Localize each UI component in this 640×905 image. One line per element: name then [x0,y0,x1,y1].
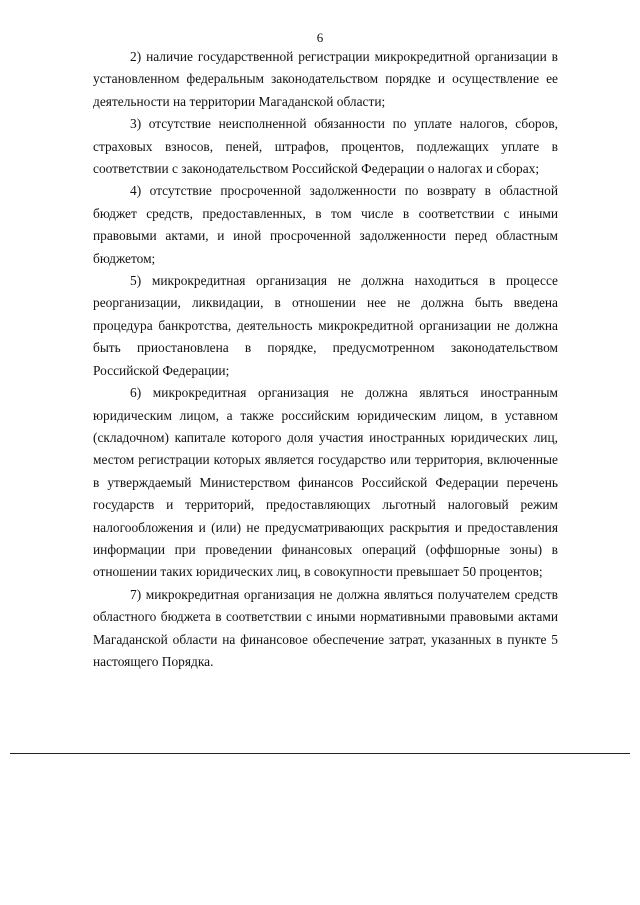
paragraph-item-7: 7) микрокредитная организация не должна являться получателем средств областного бюджета в соответствии с иными нормативными правовыми актами Магаданской области на финансовое обеспечение затрат, указанных в пункте 5 настоящего Порядка. [93,586,558,669]
paragraph-item-5: 5) микрокредитная организация не должна находиться в процессе реорганизации, ликвидации, в отношении нее не должна быть введена процедура банкротства, деятельность микрокредитной организации не должна быть приостановлена в порядке, предусмотренном законодательством Российской Федерации; [93,273,558,378]
paragraph-item-4: 4) отсутствие просроченной задолженности по возврату в областной бюджет средств, предоставленных, в том числе в соответствии с иными правовыми актами, и иной просроченной задолженности перед областным бюджетом; [93,183,558,266]
paragraph-item-6: 6) микрокредитная организация не должна являться иностранным юридическим лицом, а также российским юридическим лицом, в уставном (складочном) капитале которого доля участия иностранных юридических лиц, местом регистрации которых является государство или территория, включенные в утверждаемый Министерством финансов Российской Федерации перечень государств и территорий, предоставляющих льготный налоговый режим налогообложения и (или) не предусматривающих раскрытия и предоставления информации при проведении финансовых операций (оффшорные зоны) в отношении таких юридических лиц, в совокупности превышает 50 процентов; [93,385,558,580]
document-body [93,46,558,673]
paragraph-item-2: 2) наличие государственной регистрации микрокредитной организации в установленном федеральным законодательством порядке и осуществление ее деятельности на территории Магаданской области; [93,49,558,109]
paragraph-item-3: 3) отсутствие неисполненной обязанности по уплате налогов, сборов, страховых взносов, пеней, штрафов, процентов, подлежащих уплате в соответствии с законодательством Российской Федерации о налогах и сборах; [93,116,558,177]
page-number: 6 [316,30,324,45]
horizontal-divider [10,753,630,754]
